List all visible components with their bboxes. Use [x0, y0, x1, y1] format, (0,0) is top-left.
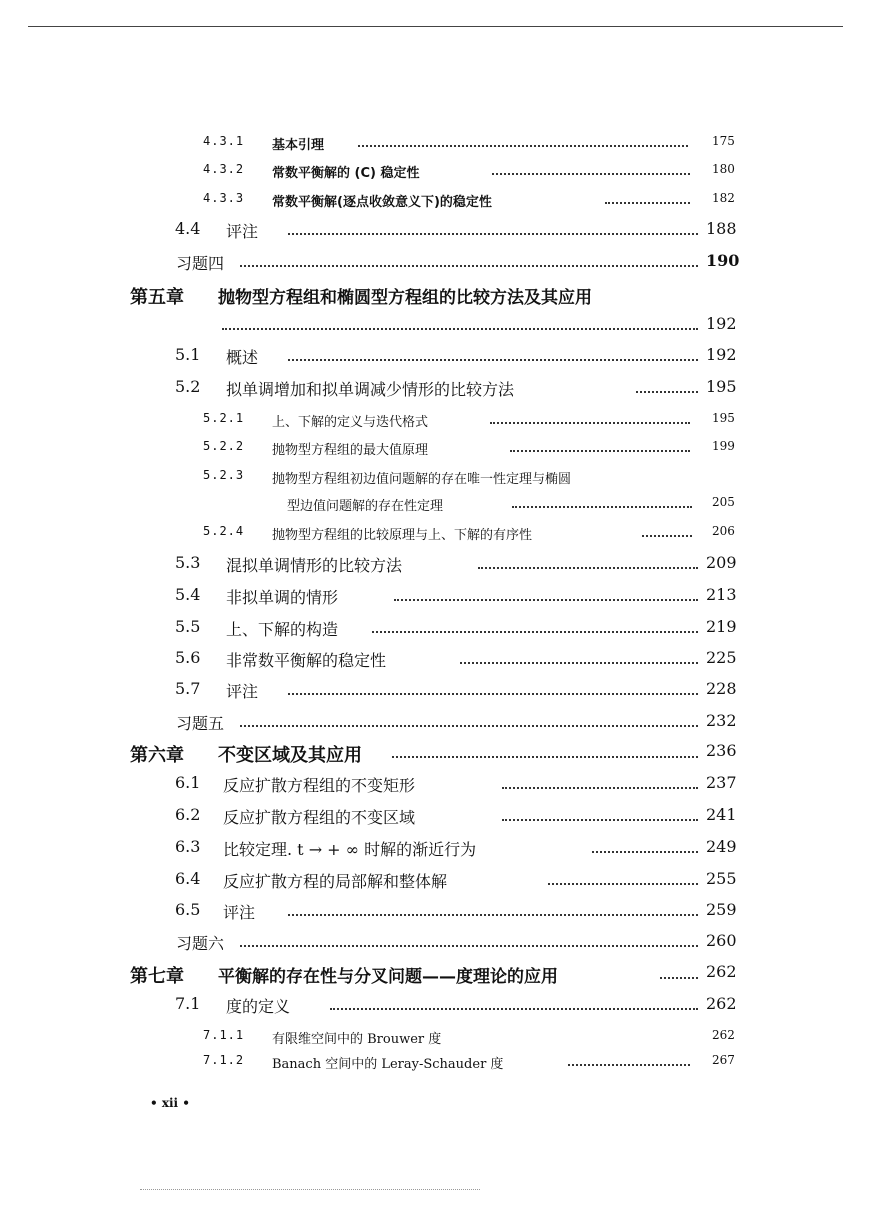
toc-number: 7.1.2 [203, 1053, 245, 1067]
toc-page: 255 [706, 869, 737, 888]
toc-page: 262 [706, 962, 737, 981]
toc-number: 6.1 [175, 773, 201, 792]
toc-leader [492, 173, 690, 175]
toc-title: 反应扩散方程组的不变矩形 [223, 776, 416, 795]
toc-chapter-number: 第六章 [130, 745, 184, 766]
toc-number: 5.2.1 [203, 411, 245, 425]
toc-number: 5.2.3 [203, 468, 245, 482]
toc-number: 6.2 [175, 805, 201, 824]
toc-page: 206 [712, 524, 735, 538]
toc-page: 237 [706, 773, 737, 792]
toc-leader [288, 359, 698, 361]
toc-page: 225 [706, 648, 737, 667]
toc-title: 反应扩散方程组的不变区域 [223, 808, 416, 827]
toc-page: 205 [712, 495, 735, 509]
toc-number: 5.5 [175, 617, 201, 636]
toc-title: 上、下解的构造 [226, 620, 339, 639]
toc-page: 259 [706, 900, 737, 919]
scan-artifact [140, 1188, 480, 1190]
toc-leader [222, 328, 698, 330]
toc-page: 228 [706, 679, 737, 698]
toc-page: 219 [706, 617, 737, 636]
toc-number: 7.1.1 [203, 1028, 245, 1042]
toc-number: 6.3 [175, 837, 201, 856]
toc-title: 抛物型方程组和椭圆型方程组的比较方法及其应用 [218, 288, 592, 308]
toc-number: 5.3 [175, 553, 201, 572]
toc-number: 5.4 [175, 585, 201, 604]
toc-number: 7.1 [175, 994, 201, 1013]
toc-page: 182 [712, 191, 735, 205]
toc-title: 常数平衡解的 (C) 稳定性 [272, 166, 420, 181]
toc-page: 188 [706, 219, 737, 238]
toc-page: 180 [712, 162, 735, 176]
toc-number: 6.5 [175, 900, 201, 919]
toc-title: 习题四 [176, 254, 225, 273]
toc-page: 249 [706, 837, 737, 856]
toc-page: 192 [706, 314, 737, 333]
toc-leader [512, 506, 692, 508]
toc-page: 195 [712, 411, 735, 425]
toc-title: 抛物型方程组的最大值原理 [272, 443, 429, 458]
page-number-footer: • xii • [150, 1096, 190, 1110]
toc-title: 平衡解的存在性与分叉问题——度理论的应用 [218, 967, 558, 987]
toc-page: 209 [706, 553, 737, 572]
toc-leader [490, 422, 690, 424]
toc-page: 267 [712, 1053, 735, 1067]
toc-title: 上、下解的定义与迭代格式 [272, 415, 429, 430]
toc-title: 抛物型方程组的比较原理与上、下解的有序性 [272, 528, 533, 543]
toc-number: 4.3.3 [203, 191, 245, 205]
toc-title: 不变区域及其应用 [218, 745, 362, 766]
toc-title: 抛物型方程组初边值问题解的存在唯一性定理与椭圆 [272, 472, 572, 487]
toc-number: 5.2 [175, 377, 201, 396]
toc-leader [605, 202, 690, 204]
toc-leader [240, 265, 698, 267]
toc-leader [240, 945, 698, 947]
toc-title: 常数平衡解(逐点收敛意义下)的稳定性 [272, 195, 492, 210]
toc-leader [372, 631, 698, 633]
toc-title: 比较定理. t → + ∞ 时解的渐近行为 [223, 840, 477, 859]
toc-title: 反应扩散方程的局部解和整体解 [223, 872, 448, 891]
toc-title: 概述 [226, 348, 259, 367]
toc-page: 199 [712, 439, 735, 453]
toc-leader [642, 535, 692, 537]
toc-page: 241 [706, 805, 737, 824]
toc-title: 有限维空间中的 Brouwer 度 [272, 1032, 442, 1047]
toc-page: 262 [712, 1028, 735, 1042]
toc-leader [636, 391, 698, 393]
toc-number: 5.6 [175, 648, 201, 667]
toc-title: 拟单调增加和拟单调减少情形的比较方法 [226, 380, 515, 399]
toc-title: 评注 [226, 682, 259, 701]
toc-leader [568, 1064, 690, 1066]
toc-title: Banach 空间中的 Leray-Schauder 度 [272, 1057, 504, 1072]
toc-leader [460, 662, 698, 664]
toc-title: 非拟单调的情形 [226, 588, 339, 607]
toc-page: 175 [712, 134, 735, 148]
toc-title: 习题六 [176, 934, 225, 953]
toc-leader [394, 599, 698, 601]
toc-leader [240, 725, 698, 727]
toc-leader [288, 233, 698, 235]
toc-number: 6.4 [175, 869, 201, 888]
toc-title: 评注 [226, 222, 259, 241]
toc-page: 192 [706, 345, 737, 364]
toc-title: 基本引理 [272, 138, 325, 153]
toc-chapter-number: 第七章 [130, 966, 184, 987]
toc-leader [288, 914, 698, 916]
toc-leader [478, 567, 698, 569]
toc-page: 232 [706, 711, 737, 730]
toc-title: 非常数平衡解的稳定性 [226, 651, 387, 670]
toc-page: 190 [706, 251, 740, 270]
toc-number: 4.4 [175, 219, 201, 238]
toc-page: 260 [706, 931, 737, 950]
toc-leader [548, 883, 698, 885]
toc-title: 型边值问题解的存在性定理 [287, 499, 444, 514]
toc-title: 度的定义 [226, 997, 291, 1016]
toc-page: 236 [706, 741, 737, 760]
toc-title: 混拟单调情形的比较方法 [226, 556, 403, 575]
toc-leader [392, 756, 698, 758]
toc-number: 5.2.2 [203, 439, 245, 453]
toc-leader [502, 819, 698, 821]
toc-number: 5.1 [175, 345, 201, 364]
toc-page: 262 [706, 994, 737, 1013]
toc-chapter-number: 第五章 [130, 287, 184, 308]
toc-number: 4.3.2 [203, 162, 245, 176]
toc-leader [288, 693, 698, 695]
toc-title: 评注 [223, 903, 256, 922]
toc-number: 5.7 [175, 679, 201, 698]
toc-leader [502, 787, 698, 789]
toc-leader [510, 450, 690, 452]
toc-leader [330, 1008, 698, 1010]
toc-leader [592, 851, 698, 853]
toc-page: 195 [706, 377, 737, 396]
toc-leader [358, 145, 688, 147]
toc-number: 4.3.1 [203, 134, 245, 148]
toc-title: 习题五 [176, 714, 225, 733]
toc-number: 5.2.4 [203, 524, 245, 538]
toc-leader [660, 977, 698, 979]
toc-page: 213 [706, 585, 737, 604]
